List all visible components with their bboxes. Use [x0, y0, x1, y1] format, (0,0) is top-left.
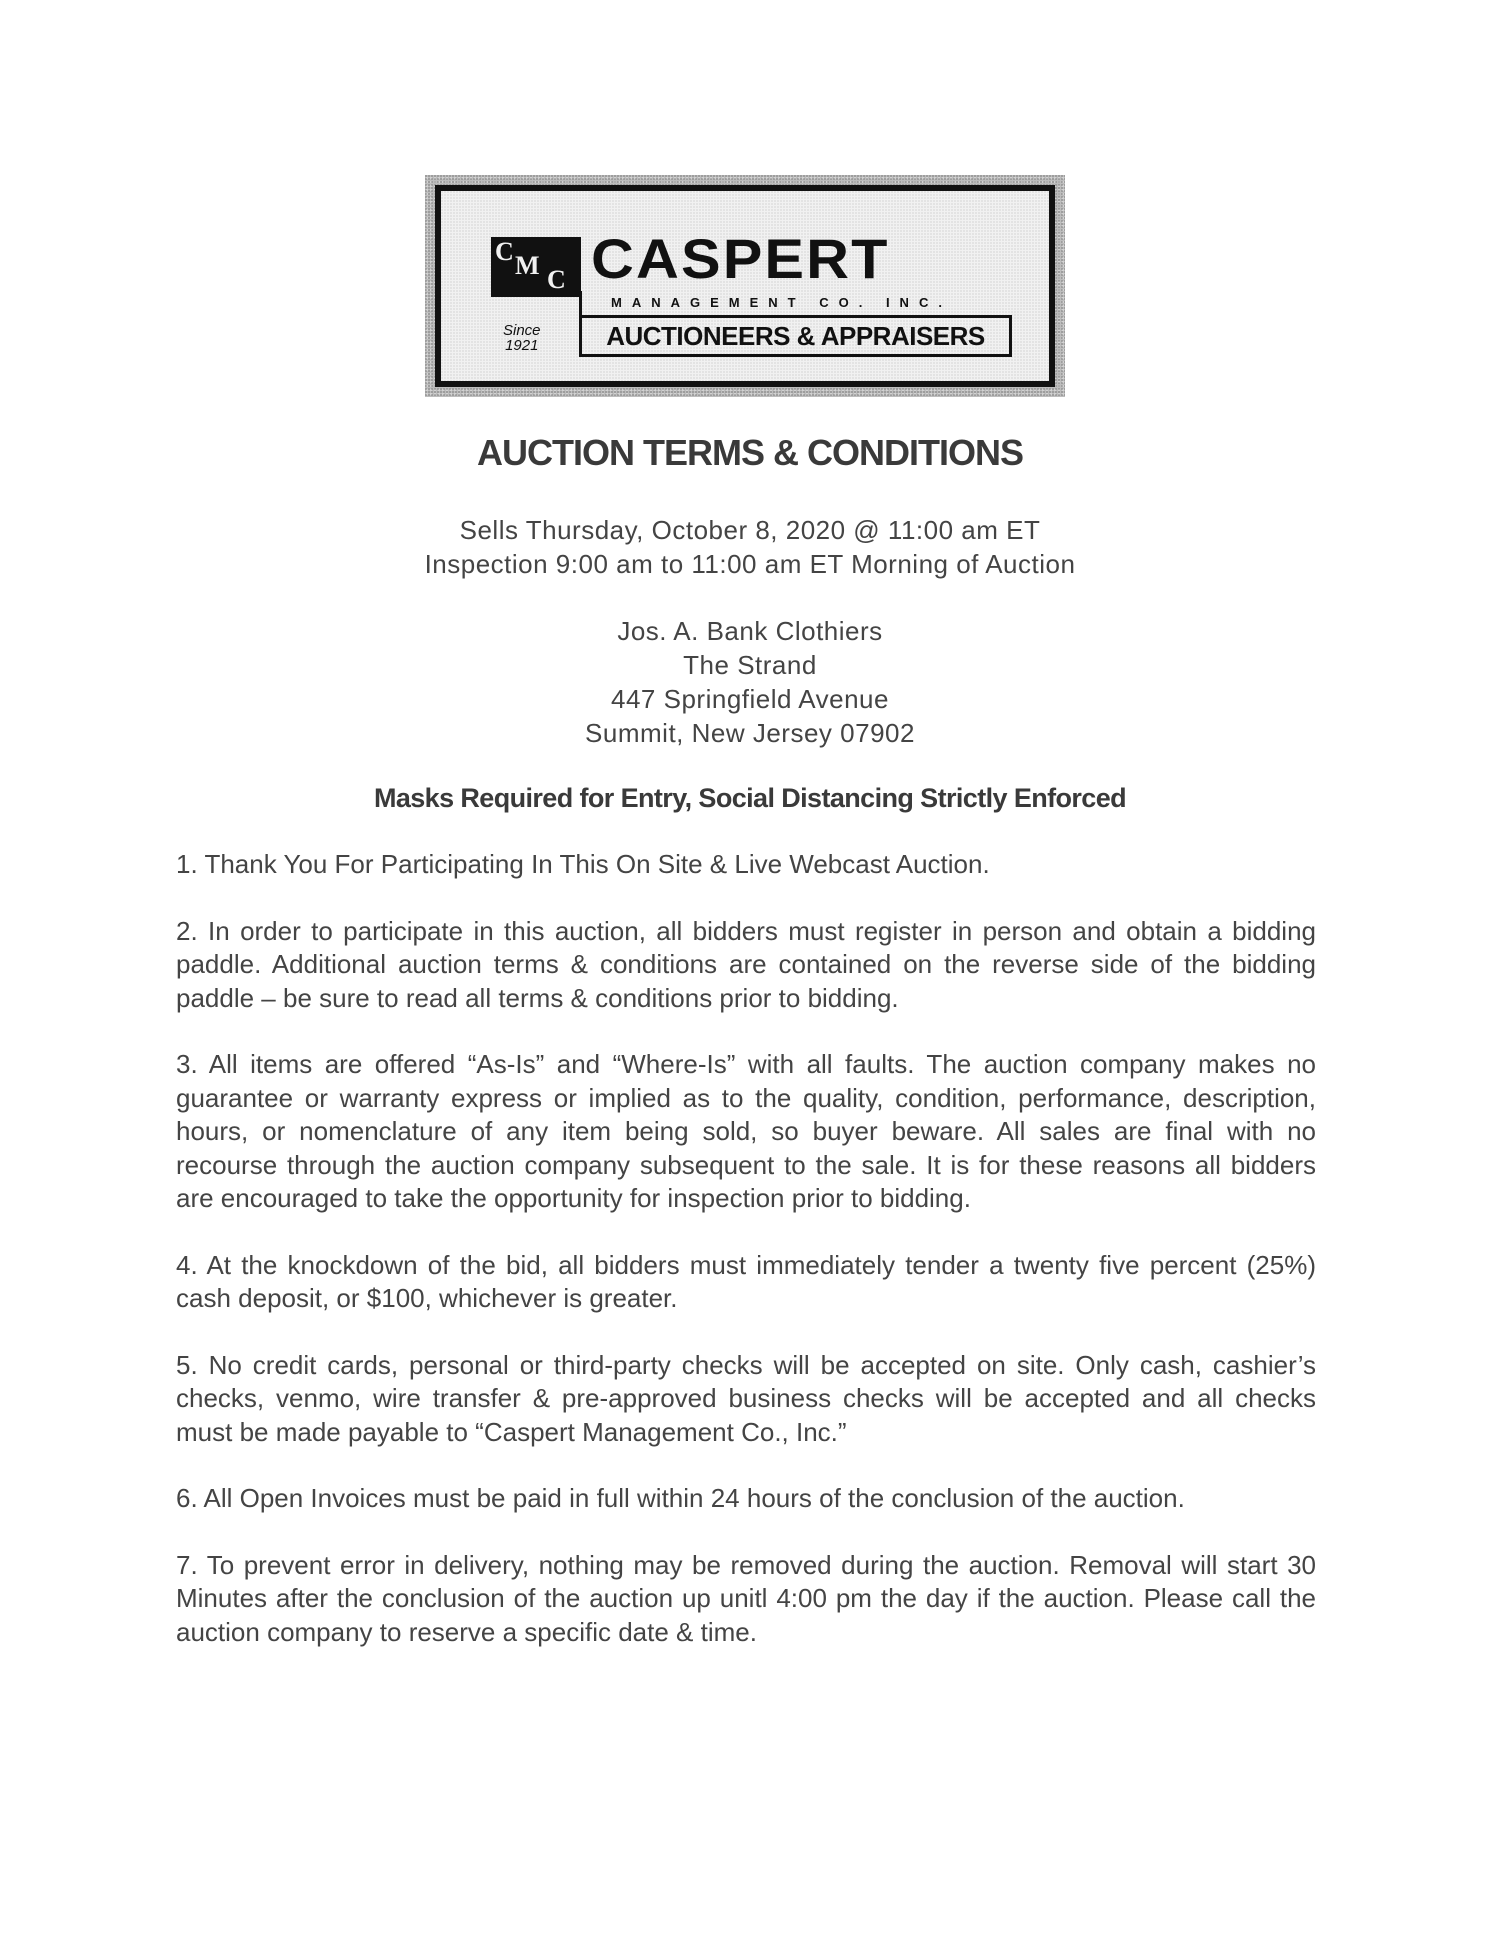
auction-address	[0, 614, 1500, 750]
term-item: 6. All Open Invoices must be paid in full within 24 hours of the conclusion of the auction.	[176, 1483, 1185, 1513]
term-item: 7. To prevent error in delivery, nothing may be removed during the auction. Removal will start 30 Minutes after the conclusion of the auction up unitl 4:00 pm the day if the auction. Please call the auction company to reserve a specific date & time.	[176, 1549, 1316, 1647]
page-title: AUCTION TERMS & CONDITIONS	[477, 432, 1023, 473]
inspection-time: Inspection 9:00 am to 11:00 am ET Morning of Auction	[424, 549, 1076, 579]
safety-notice: Masks Required for Entry, Social Distancing Strictly Enforced	[373, 783, 1127, 813]
since-label: Since	[503, 322, 541, 339]
logo-brand-name: CASPERT	[591, 227, 890, 290]
logo-frame	[435, 185, 1055, 387]
monogram-letter: M	[515, 251, 540, 280]
term-item: 3. All items are offered “As-Is” and “Where-Is” with all faults. The auction company makes no guarantee or warranty express or implied as to the quality, condition, performance, description, hours, or nomenclature of any item being sold, so buyer beware. All sales are final with no recourse through the auction company subsequent to the sale. It is for these reasons all bidders are encouraged to take the opportunity for inspection prior to bidding.	[176, 1049, 1316, 1213]
sale-date: Sells Thursday, October 8, 2020 @ 11:00 am ET	[459, 515, 1041, 545]
since-year: 1921	[505, 337, 539, 354]
cmc-monogram	[491, 237, 581, 297]
logo-subtitle: MANAGEMENT CO. INC.	[611, 295, 952, 310]
terms-list	[176, 848, 1316, 1682]
monogram-letter: C	[547, 265, 566, 294]
company-logo	[425, 175, 1065, 397]
monogram-letter: C	[495, 237, 514, 266]
address-city: Summit, New Jersey 07902	[585, 718, 915, 748]
address-company: Jos. A. Bank Clothiers	[617, 616, 883, 646]
term-item: 4. At the knockdown of the bid, all bidders must immediately tender a twenty five percent (25%) cash deposit, or $100, whichever is greater.	[176, 1249, 1316, 1313]
auction-schedule	[0, 513, 1500, 581]
term-item: 5. No credit cards, personal or third-party checks will be accepted on site. Only cash, cashier’s checks, venmo, wire transfer & pre-approved business checks will be accepted and all checks must be made payable to “Caspert Management Co., Inc.”	[176, 1349, 1316, 1447]
term-item: 2. In order to participate in this auction, all bidders must register in person and obtain a bidding paddle. Additional auction terms & conditions are contained on the reverse side of the bidding paddle – be sure to read all terms & conditions prior to bidding.	[176, 915, 1316, 1013]
logo-tagline: AUCTIONEERS & APPRAISERS	[579, 315, 1012, 357]
logo-since	[503, 323, 541, 353]
term-item: 1. Thank You For Participating In This On Site & Live Webcast Auction.	[176, 849, 990, 879]
address-location: The Strand	[683, 650, 817, 680]
address-street: 447 Springfield Avenue	[611, 684, 889, 714]
